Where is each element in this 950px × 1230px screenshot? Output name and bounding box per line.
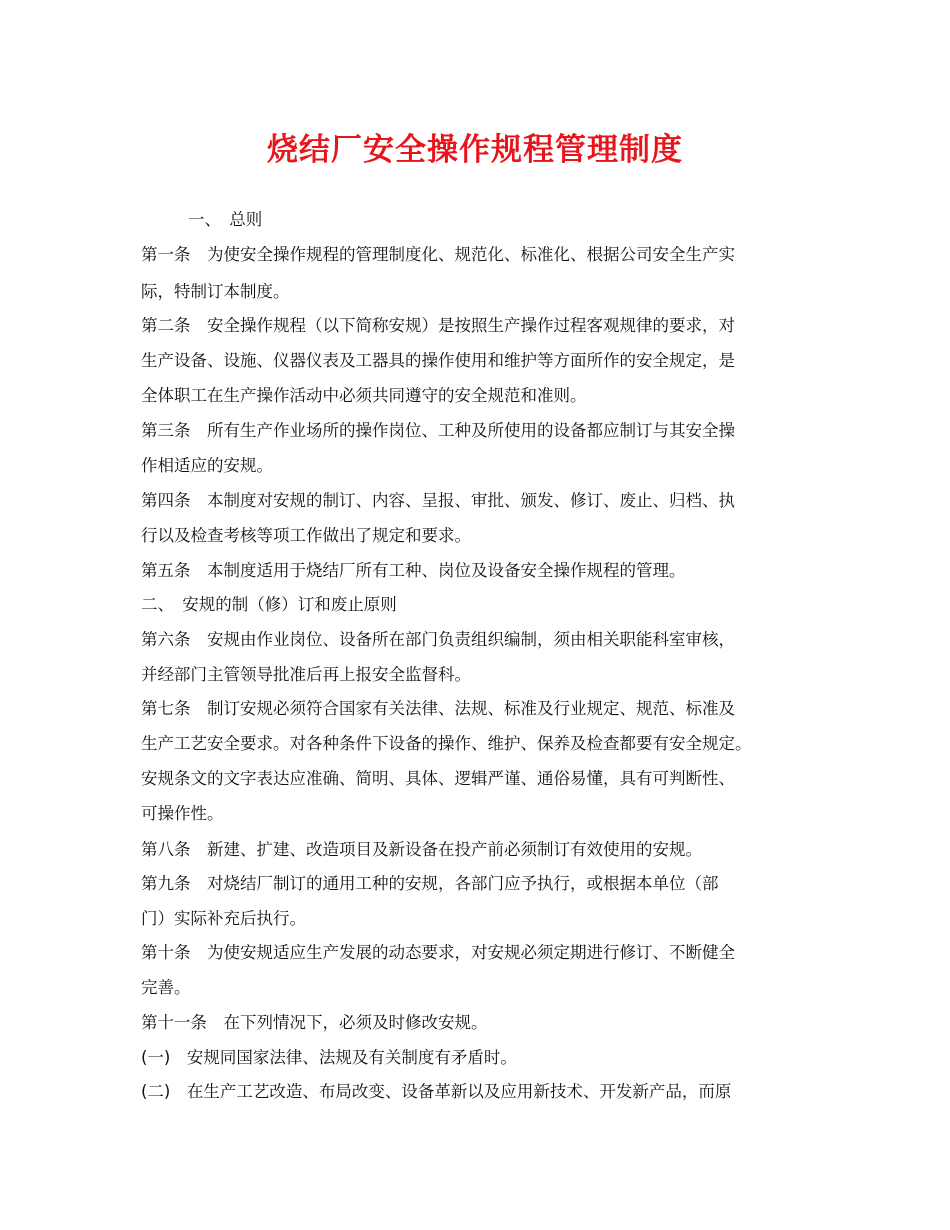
- paragraph-line: 作相适应的安规。: [141, 456, 273, 475]
- paragraph-line: 安规条文的文字表达应准确、简明、具体、逻辑严谨、通俗易懂，具有可判断性、: [141, 769, 735, 788]
- paragraph-line: 第四条 本制度对安规的制订、内容、呈报、审批、颁发、修订、废止、归档、执: [141, 491, 735, 510]
- paragraph-line: 门）实际补充后执行。: [141, 909, 306, 928]
- paragraph-line: 第十条 为使安规适应生产发展的动态要求，对安规必须定期进行修订、不断健全: [141, 943, 735, 962]
- paragraph-line: 第六条 安规由作业岗位、设备所在部门负责组织编制，须由相关职能科室审核，: [141, 630, 735, 649]
- paragraph-line: 生产工艺安全要求。对各种条件下设备的操作、维护、保养及检查都要有安全规定。: [141, 734, 752, 753]
- paragraph-line: 第九条 对烧结厂制订的通用工种的安规，各部门应予执行，或根据本单位（部: [141, 874, 719, 893]
- paragraph-line: (二) 在生产工艺改造、布局改变、设备革新以及应用新技术、开发新产品，而原: [141, 1082, 732, 1101]
- section-heading-general: 一、 总则: [188, 210, 263, 229]
- paragraph-line: 第五条 本制度适用于烧结厂所有工种、岗位及设备安全操作规程的管理。: [141, 561, 686, 580]
- paragraph-line: 并经部门主管领导批准后再上报安全监督科。: [141, 665, 471, 684]
- paragraph-line: 第一条 为使安全操作规程的管理制度化、规范化、标准化、根据公司安全生产实: [141, 245, 735, 264]
- paragraph-line: 完善。: [141, 978, 191, 997]
- paragraph-line: 际，特制订本制度。: [141, 282, 290, 301]
- paragraph-line: 行以及检查考核等项工作做出了规定和要求。: [141, 526, 471, 545]
- paragraph-line: (一) 安规同国家法律、法规及有关制度有矛盾时。: [141, 1048, 517, 1067]
- paragraph-line: 第二条 安全操作规程（以下简称安规）是按照生产操作过程客观规律的要求，对: [141, 316, 735, 335]
- paragraph-line: 第三条 所有生产作业场所的操作岗位、工种及所使用的设备都应制订与其安全操: [141, 421, 735, 440]
- paragraph-line: 生产设备、设施、仪器仪表及工器具的操作使用和维护等方面所作的安全规定，是: [141, 351, 735, 370]
- document-title: 烧结厂安全操作规程管理制度: [267, 132, 683, 168]
- paragraph-line: 第七条 制订安规必须符合国家有关法律、法规、标准及行业规定、规范、标准及: [141, 699, 735, 718]
- paragraph-line: 全体职工在生产操作活动中必须共同遵守的安全规范和准则。: [141, 386, 587, 405]
- paragraph-line: 可操作性。: [141, 804, 224, 823]
- section-heading-principles: 二、 安规的制（修）订和废止原则: [141, 595, 397, 614]
- paragraph-line: 第十一条 在下列情况下，必须及时修改安规。: [141, 1013, 488, 1032]
- paragraph-line: 第八条 新建、扩建、改造项目及新设备在投产前必须制订有效使用的安规。: [141, 840, 702, 859]
